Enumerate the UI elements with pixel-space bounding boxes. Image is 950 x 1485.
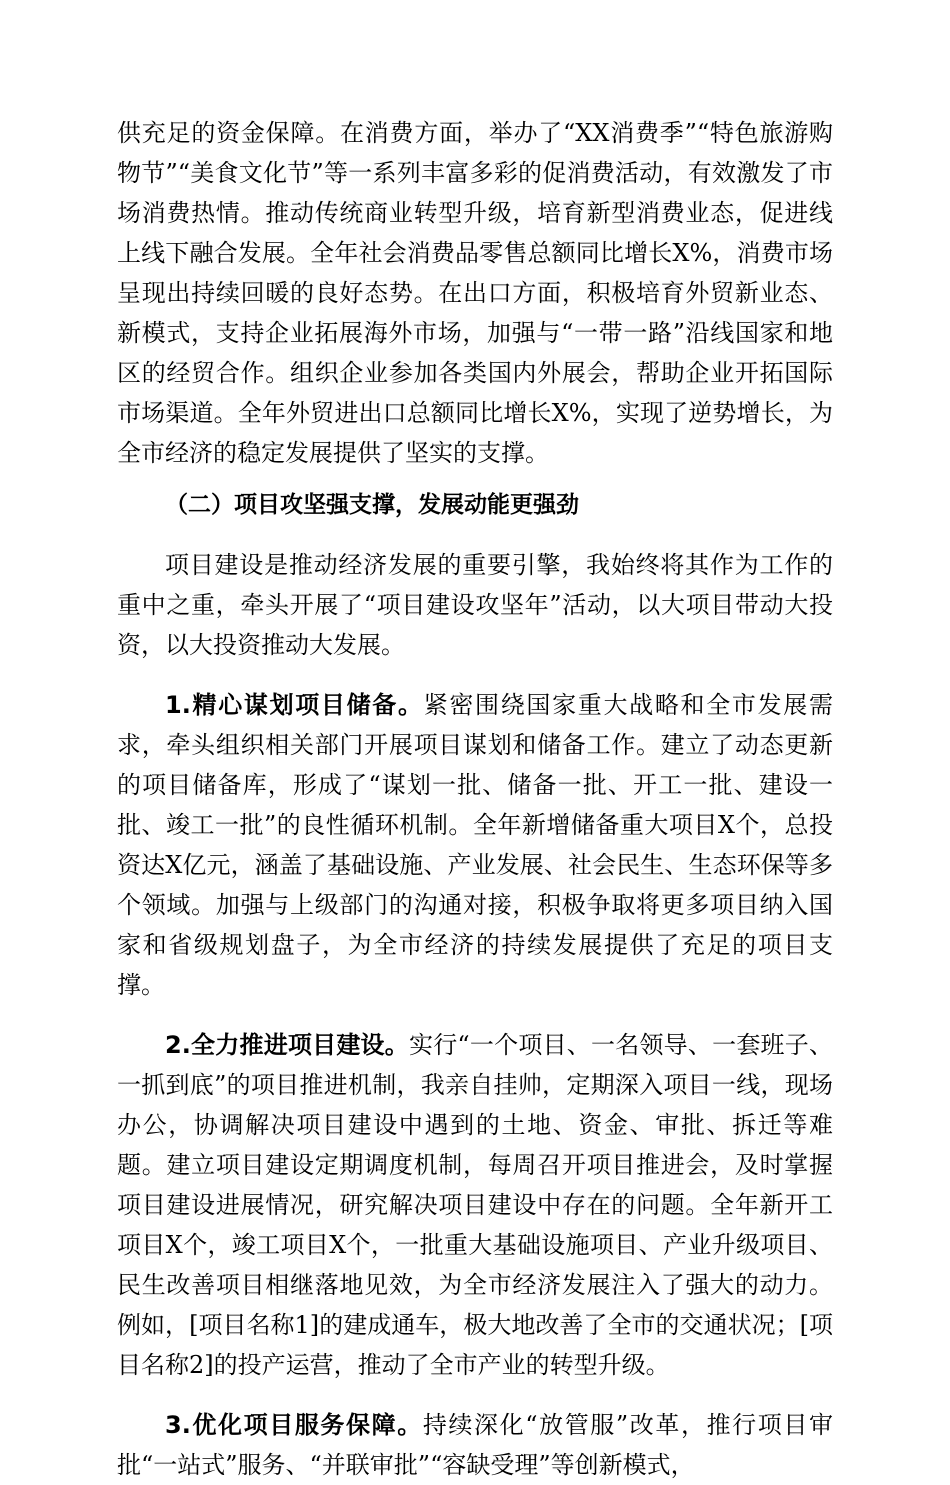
item-project-construction xyxy=(117,1025,833,1385)
document-body xyxy=(117,113,833,1485)
item-lead: 1.精心谋划项目储备。 xyxy=(165,691,424,719)
item-project-service xyxy=(117,1405,833,1485)
item-lead: 2.全力推进项目建设。 xyxy=(165,1031,409,1059)
item-body: 紧密围绕国家重大战略和全市发展需求，牵头组织相关部门开展项目谋划和储备工作。建立了动态更新的项目储备库，形成了“谋划一批、储备一批、开工一批、建设一批、竣工一批”的良性循环机制。全年新增储备重大项目X个，总投资达X亿元，涵盖了基础设施、产业发展、社会民生、生态环保等多个领域。加强与上级部门的沟通对接，积极争取将更多项目纳入国家和省级规划盘子，为全市经济的持续发展提供了充足的项目支撑。 xyxy=(117,691,833,999)
item-project-planning xyxy=(117,685,833,1005)
section-heading: （二）项目攻坚强支撑，发展动能更强劲 xyxy=(165,492,579,518)
item-body: 持续深化“放管服”改革，推行项目审批“一站式”服务、“并联审批”“容缺受理”等创新模式， xyxy=(117,1411,833,1479)
paragraph-intro: 项目建设是推动经济发展的重要引擎，我始终将其作为工作的重中之重，牵头开展了“项目建设攻坚年”活动，以大项目带动大投资，以大投资推动大发展。 xyxy=(117,551,833,659)
paragraph-consumption-export: 供充足的资金保障。在消费方面，举办了“XX消费季”“特色旅游购物节”“美食文化节”等一系列丰富多彩的促消费活动，有效激发了市场消费热情。推动传统商业转型升级，培育新型消费业态，促进线上线下融合发展。全年社会消费品零售总额同比增长X%，消费市场呈现出持续回暖的良好态势。在出口方面，积极培育外贸新业态、新模式，支持企业拓展海外市场，加强与“一带一路”沿线国家和地区的经贸合作。组织企业参加各类国内外展会，帮助企业开拓国际市场渠道。全年外贸进出口总额同比增长X%，实现了逆势增长，为全市经济的稳定发展提供了坚实的支撑。 xyxy=(117,119,833,467)
item-body: 实行“一个项目、一名领导、一套班子、一抓到底”的项目推进机制，我亲自挂帅，定期深入项目一线，现场办公，协调解决项目建设中遇到的土地、资金、审批、拆迁等难题。建立项目建设定期调度机制，每周召开项目推进会，及时掌握项目建设进展情况，研究解决项目建设中存在的问题。全年新开工项目X个，竣工项目X个，一批重大基础设施项目、产业升级项目、民生改善项目相继落地见效，为全市经济发展注入了强大的动力。例如，[项目名称1]的建成通车，极大地改善了全市的交通状况；[项目名称2]的投产运营，推动了全市产业的转型升级。 xyxy=(117,1031,833,1379)
item-lead: 3.优化项目服务保障。 xyxy=(165,1411,423,1439)
